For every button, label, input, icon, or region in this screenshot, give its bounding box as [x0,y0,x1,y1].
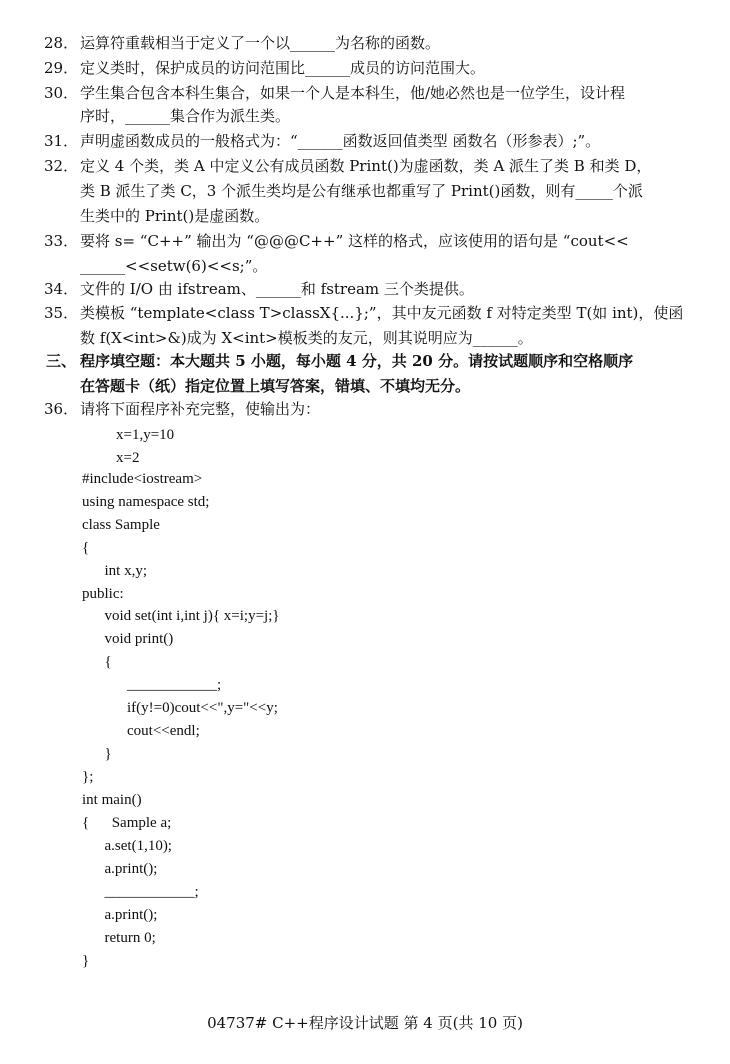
code-line: int main() [82,792,142,808]
question-text: 运算符重载相当于定义了一个以______为名称的函数。 [80,34,441,52]
question-number: 35． [44,304,79,322]
section-text: 在答题卡（纸）指定位置上填写答案，错填、不填均无分。 [80,377,471,395]
code-line: a.print(); [82,861,158,877]
code-line: int x,y; [82,563,148,579]
question-text: ______<<setw(6)<<s;”。 [80,257,268,275]
question-number: 28． [44,34,79,52]
question-number: 36． [44,400,79,418]
question-text: 要将 s= “C++” 输出为 “@@@C++” 这样的格式，应该使用的语句是 “cout<< [80,232,629,250]
expected-output-line: x=1,y=10 [116,427,175,443]
question-text: 文件的 I/O 由 ifstream、______和 fstream 三个类提供。 [80,280,474,298]
question-text: 类 B 派生了类 C，3 个派生类均是公有继承也都重写了 Print()函数，则有_____个派 [80,182,643,200]
code-line: void print() [82,631,174,647]
code-line: cout<<endl; [82,723,200,739]
code-line: a.print(); [82,907,158,923]
code-line: #include<iostream> [82,471,203,487]
question-number: 32． [44,157,79,175]
question-text: 请将下面程序补充完整，使输出为： [80,400,321,418]
question-number: 33． [44,232,79,250]
code-line: class Sample [82,517,160,533]
question-text: 定义类时，保护成员的访问范围比______成员的访问范围大。 [80,59,486,77]
question-text: 生类中的 Print()是虚函数。 [80,207,270,225]
question-text: 类模板 “template<class T>classX{...};”，其中友元函数 f 对特定类型 T(如 int)，使函 [80,304,684,322]
code-line: { Sample a; [82,815,172,831]
code-line: } [82,953,90,969]
code-blank-line: ____________; [82,677,222,693]
section-number: 三、 [46,352,77,370]
code-line: { [82,654,112,670]
code-line: a.set(1,10); [82,838,172,854]
code-line: } [82,746,112,762]
code-blank-line: ____________; [82,884,199,900]
page-footer: 04737# C++程序设计试题 第 4 页(共 10 页) [207,1014,523,1032]
code-line: }; [82,769,94,785]
code-line: using namespace std; [82,494,210,510]
code-line: if(y!=0)cout<<",y="<<y; [82,700,278,716]
expected-output-line: x=2 [116,450,140,466]
question-text: 数 f(X<int>&)成为 X<int>模板类的友元，则其说明应为______。 [80,329,533,347]
code-line: { [82,540,90,556]
question-text: 声明虚函数成员的一般格式为：“______函数返回值类型 函数名（形参表）;”。 [80,132,601,150]
question-text: 学生集合包含本科生集合，如果一个人是本科生，他/她必然也是一位学生，设计程 [80,84,626,102]
code-line: public: [82,586,124,602]
question-number: 31． [44,132,79,150]
question-text: 定义 4 个类，类 A 中定义公有成员函数 Print()为虚函数，类 A 派生了类 B 和类 D， [80,157,652,175]
question-text: 序时，______集合作为派生类。 [80,107,291,125]
code-line: return 0; [82,930,156,946]
section-text: 程序填空题：本大题共 5 小题，每小题 4 分，共 20 分。请按试题顺序和空格顺序 [80,352,634,370]
code-line: void set(int i,int j){ x=i;y=j;} [82,608,280,624]
question-number: 29． [44,59,79,77]
question-number: 30． [44,84,79,102]
question-number: 34． [44,280,79,298]
